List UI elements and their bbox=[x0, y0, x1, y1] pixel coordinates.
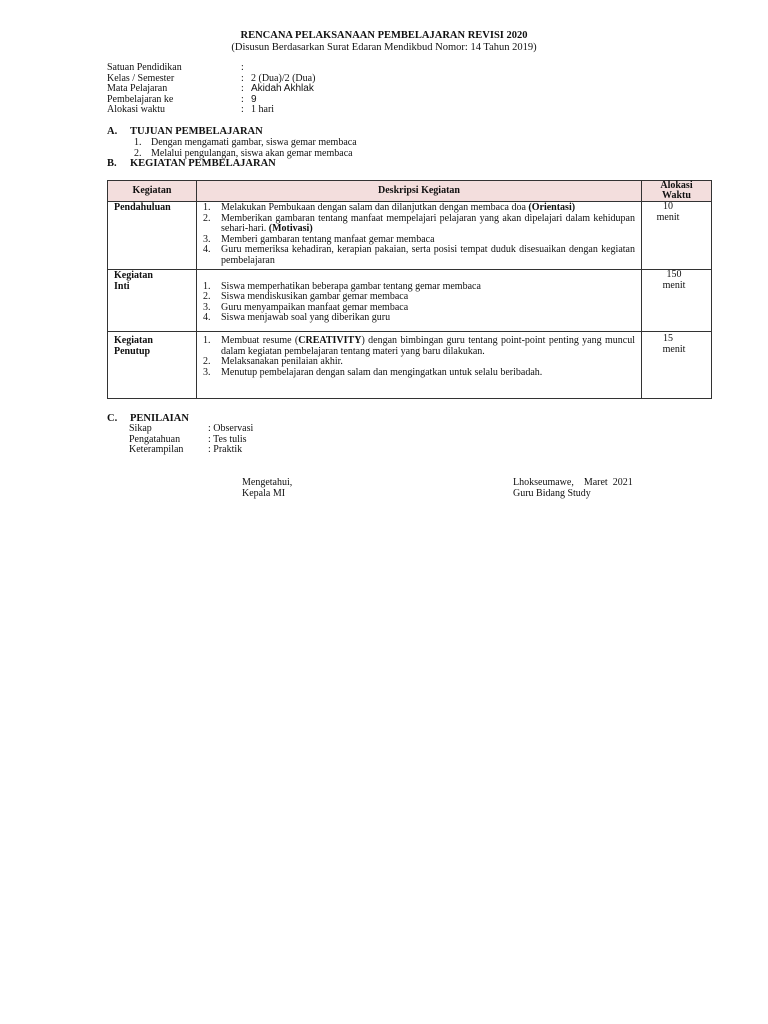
section-title: TUJUAN PEMBELAJARAN bbox=[130, 126, 263, 137]
table-row bbox=[108, 332, 712, 399]
section-letter: B. bbox=[107, 158, 117, 169]
info-separator: : bbox=[241, 62, 244, 73]
activity-text: Melaksanakan penilaian akhir. bbox=[221, 356, 343, 368]
activity-number: 2. bbox=[203, 212, 211, 224]
activity-text: Membuat resume ( bbox=[221, 335, 299, 346]
row-label: Pendahuluan bbox=[114, 202, 171, 213]
duration-value: 15 bbox=[663, 333, 673, 344]
activity-number: 3. bbox=[203, 301, 211, 313]
row-label-cell bbox=[108, 332, 197, 399]
info-row-satuan bbox=[107, 63, 315, 74]
activity-item bbox=[203, 245, 635, 266]
activity-number: 2. bbox=[203, 356, 211, 368]
activity-text: Guru menyampaikan manfaat gemar membaca bbox=[221, 301, 409, 313]
assessment-value: : Observasi bbox=[208, 423, 254, 434]
activity-list bbox=[203, 282, 635, 324]
list-text: Melalui pengulangan, siswa akan gemar membaca bbox=[151, 147, 353, 159]
duration-unit: menit bbox=[662, 279, 686, 291]
activity-item bbox=[203, 368, 635, 379]
signature-left-line1: Mengetahui, bbox=[242, 477, 293, 488]
duration-value: 150 bbox=[666, 269, 682, 280]
activity-item bbox=[203, 214, 635, 235]
activity-number: 3. bbox=[203, 233, 211, 245]
signature-right bbox=[513, 478, 633, 499]
section-b-heading bbox=[107, 158, 276, 169]
section-title: KEGIATAN PEMBELAJARAN bbox=[130, 158, 276, 169]
row-label-cell bbox=[108, 270, 197, 332]
row-duration-cell bbox=[642, 202, 712, 270]
row-duration-cell bbox=[642, 332, 712, 399]
assessment-value: : Tes tulis bbox=[208, 433, 247, 445]
info-value: Akidah Akhlak bbox=[251, 83, 314, 95]
section-letter: C. bbox=[107, 413, 118, 424]
list-text: Dengan mengamati gambar, siswa gemar membaca bbox=[151, 137, 357, 148]
row-label-cell bbox=[108, 202, 197, 270]
activity-number: 4. bbox=[203, 244, 211, 256]
activity-number: 1. bbox=[203, 280, 211, 292]
row-description-cell bbox=[197, 202, 642, 270]
assessment-list bbox=[129, 424, 253, 456]
duration-unit: menit bbox=[656, 211, 680, 223]
activity-text: Siswa menjawab soal yang diberikan guru bbox=[221, 312, 391, 324]
header-kegiatan: Kegiatan bbox=[108, 181, 197, 202]
assessment-value: : Praktik bbox=[208, 444, 243, 456]
assessment-label: Keterampilan bbox=[129, 444, 184, 456]
activity-text-tail: ) dengan bimbingan guru tentang point-point penting yang muncul dalam kegiatan pembelajaran tentang materi yang baru dilakukan. bbox=[221, 335, 635, 357]
identity-block bbox=[107, 63, 315, 116]
info-value: 2 (Dua)/2 (Dua) bbox=[251, 72, 316, 84]
header-alokasi-waktu bbox=[642, 181, 712, 202]
info-separator: : bbox=[241, 72, 244, 84]
header-alokasi: Alokasi bbox=[660, 180, 693, 191]
section-a-heading bbox=[107, 126, 263, 137]
activity-number: 3. bbox=[203, 366, 211, 378]
assessment-row bbox=[129, 445, 253, 456]
activity-item bbox=[203, 336, 635, 357]
info-label: Alokasi waktu bbox=[107, 104, 166, 116]
activity-bold-text: (Orientasi) bbox=[528, 202, 576, 213]
info-separator: : bbox=[241, 93, 244, 105]
duration-unit: menit bbox=[662, 343, 686, 355]
info-label: Mata Pelajaran bbox=[107, 83, 168, 95]
table-row bbox=[108, 270, 712, 332]
row-label-line2: Inti bbox=[114, 280, 130, 292]
activity-number: 4. bbox=[203, 312, 211, 324]
activity-bold-text: (Motivasi) bbox=[268, 223, 313, 235]
table-row bbox=[108, 202, 712, 270]
activity-text: Memberi gambaran tentang manfaat gemar membaca bbox=[221, 233, 435, 245]
header-waktu: Waktu bbox=[662, 190, 691, 201]
list-number: 2. bbox=[134, 147, 142, 159]
info-separator: : bbox=[241, 104, 244, 116]
activity-text: Guru memeriksa kehadiran, kerapian pakaian, serta posisi tempat duduk disesuaikan dengan kegiatan pembelajaran bbox=[221, 244, 635, 266]
activity-number: 1. bbox=[203, 335, 211, 346]
duration-value: 10 bbox=[663, 201, 673, 212]
info-value: 1 hari bbox=[251, 104, 275, 116]
list-item bbox=[134, 138, 357, 149]
activity-bold-text: CREATIVITY bbox=[298, 335, 362, 346]
info-separator: : bbox=[241, 83, 244, 95]
row-duration-cell bbox=[642, 270, 712, 332]
activity-item bbox=[203, 313, 635, 324]
document-title: RENCANA PELAKSANAAN PEMBELAJARAN REVISI 2020 bbox=[240, 30, 528, 41]
assessment-label: Sikap bbox=[129, 423, 152, 434]
table-header-row bbox=[108, 181, 712, 202]
activity-text: Melakukan Pembukaan dengan salam dan dilanjutkan dengan membaca doa bbox=[221, 202, 529, 213]
info-label: Kelas / Semester bbox=[107, 72, 175, 84]
assessment-row bbox=[129, 424, 253, 435]
section-letter: A. bbox=[107, 126, 118, 137]
assessment-label: Pengatahuan bbox=[129, 433, 181, 445]
row-label: Kegiatan bbox=[114, 270, 153, 281]
objectives-list bbox=[134, 138, 357, 159]
info-row-alokasi bbox=[107, 105, 315, 116]
section-title: PENILAIAN bbox=[130, 413, 189, 424]
list-number: 1. bbox=[134, 137, 142, 148]
signature-right-line1: Lhokseumawe, Maret 2021 bbox=[513, 477, 633, 488]
info-label: Pembelajaran ke bbox=[107, 93, 174, 105]
signature-right-line2: Guru Bidang Study bbox=[513, 487, 591, 499]
signature-left-line2: Kepala MI bbox=[242, 487, 286, 499]
activity-list bbox=[203, 203, 635, 267]
activity-text: Memberikan gambaran tentang manfaat mempelajari pelajaran yang akan dipelajari dalam kehidupan sehari-hari. bbox=[221, 212, 635, 235]
row-label-line2: Penutup bbox=[114, 345, 151, 357]
header-deskripsi: Deskripsi Kegiatan bbox=[197, 181, 642, 202]
row-description-cell bbox=[197, 270, 642, 332]
activity-text: Menutup pembelajaran dengan salam dan mengingatkan untuk selalu beribadah. bbox=[221, 366, 543, 378]
info-label: Satuan Pendidikan bbox=[107, 62, 182, 73]
document-subtitle: (Disusun Berdasarkan Surat Edaran Mendikbud Nomor: 14 Tahun 2019) bbox=[231, 42, 537, 53]
signature-left bbox=[242, 478, 292, 499]
activity-number: 2. bbox=[203, 291, 211, 303]
row-label: Kegiatan bbox=[114, 335, 153, 346]
info-value: 9 bbox=[251, 93, 257, 105]
activity-list bbox=[203, 336, 635, 378]
activities-table bbox=[107, 180, 712, 399]
activity-text: Siswa mendiskusikan gambar gemar membaca bbox=[221, 291, 409, 303]
activity-number: 1. bbox=[203, 202, 211, 213]
row-description-cell bbox=[197, 332, 642, 399]
activity-text: Siswa memperhatikan beberapa gambar tentang gemar membaca bbox=[221, 280, 481, 292]
